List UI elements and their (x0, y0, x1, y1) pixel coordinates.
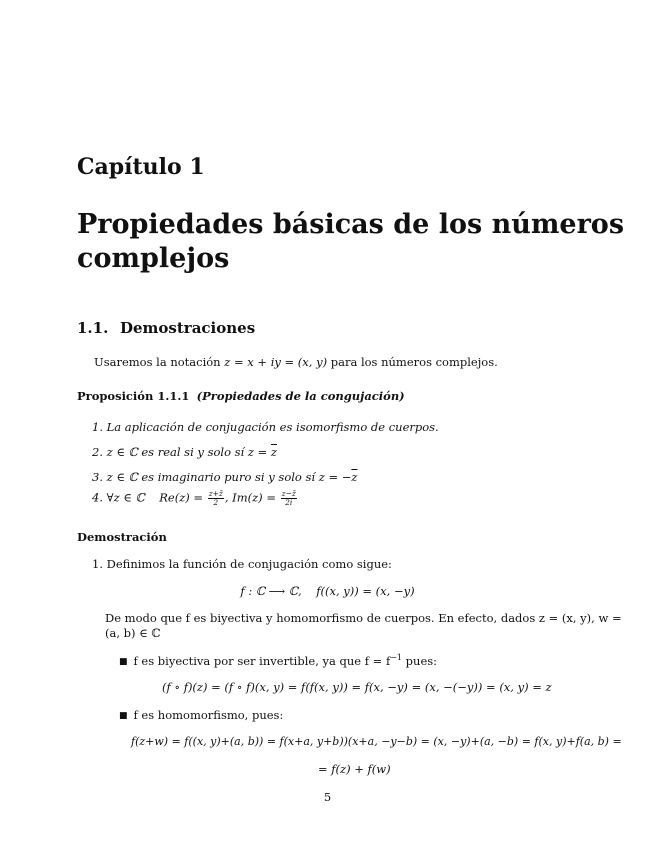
chapter-title-line2: complejos (77, 243, 230, 274)
fraction-denominator: 2 (213, 498, 219, 507)
item-number: 3. (92, 470, 103, 484)
fraction-imag-part (281, 490, 297, 507)
bullet-text: pues: (402, 653, 438, 668)
fraction-numerator: z−z̄ (281, 489, 296, 498)
fraction-real-part (208, 490, 224, 507)
chapter-title-line1: Propiedades básicas de los números (77, 209, 625, 240)
proof-heading: Demostración (77, 530, 167, 544)
section-heading (77, 319, 255, 337)
proposition-label: Proposición 1.1.1 (77, 389, 190, 403)
proof-paragraph-line2: (a, b) ∈ ℂ (105, 626, 161, 640)
proposition-item (92, 445, 277, 459)
intro-text-after: para los números complejos. (327, 355, 498, 369)
proof-item-text: Definimos la función de conjugación como sigue: (106, 557, 392, 571)
intro-paragraph (94, 355, 498, 369)
item-number: 4. (92, 490, 103, 505)
fraction-denominator: 2i (285, 498, 293, 507)
bullet-text: f es homomorfismo, pues: (133, 708, 284, 722)
fraction-numerator: z+z̄ (208, 489, 223, 498)
bullet2-formula-line2: = f(z) + f(w) (318, 762, 391, 776)
conjugate-z: $\overline{z}$ (270, 445, 277, 459)
bullet2-formula-line1: f(z+w) = f((x, y)+(a, b)) = f(x+a, y+b))(x+a, −y−b) = (x, −y)+(a, −b) = f(x, y)+f(a, b) = (131, 735, 622, 748)
proof-item (92, 557, 392, 571)
superscript: −1 (390, 653, 403, 662)
item-number: 2. (92, 445, 103, 459)
bullet-icon: ■ (119, 711, 128, 721)
item-text: z ∈ ℂ es imaginario puro si y solo sí z = − (106, 470, 352, 484)
proposition-item (92, 490, 298, 507)
item-number: 1. (92, 420, 103, 434)
item-text: z ∈ ℂ es real si y solo sí z = (106, 445, 271, 459)
item-text: , Im(z) = (224, 490, 280, 505)
bullet-item (119, 653, 437, 668)
bullet1-formula: (f ∘ f)(z) = (f ∘ f)(x, y) = f(f(x, y)) = f(x, −y) = (x, −(−y)) = (x, y) = z (162, 680, 552, 694)
proposition-name: (Propiedades de la congujación) (196, 389, 405, 403)
intro-formula: z = x + iy = (x, y) (224, 355, 328, 369)
proof-paragraph-line1: De modo que f es biyectiva y homomorfismo de cuerpos. En efecto, dados z = (x, y), w = (105, 611, 622, 625)
item-text: La aplicación de conjugación es isomorfismo de cuerpos. (106, 420, 439, 434)
page-number: 5 (323, 790, 332, 804)
bullet-icon: ■ (119, 656, 128, 667)
chapter-label: Capítulo 1 (77, 154, 205, 180)
proposition-item (92, 470, 357, 484)
section-title: Demostraciones (120, 319, 256, 337)
bullet-text: f es biyectiva por ser invertible, ya que f = f (133, 653, 391, 668)
bullet-item (119, 708, 283, 722)
conjugate-z: $\overline{z}$ (351, 470, 358, 484)
chapter-title (77, 208, 624, 276)
definition-formula: f : ℂ ⟶ ℂ, f((x, y)) = (x, −y) (240, 584, 415, 598)
intro-text-before: Usaremos la notación (94, 355, 225, 369)
proof-item-number: 1. (92, 557, 103, 571)
section-number: 1.1. (77, 319, 109, 337)
proposition-heading (77, 389, 405, 403)
item-text: ∀z ∈ ℂ Re(z) = (106, 490, 207, 505)
proposition-item (92, 420, 439, 434)
